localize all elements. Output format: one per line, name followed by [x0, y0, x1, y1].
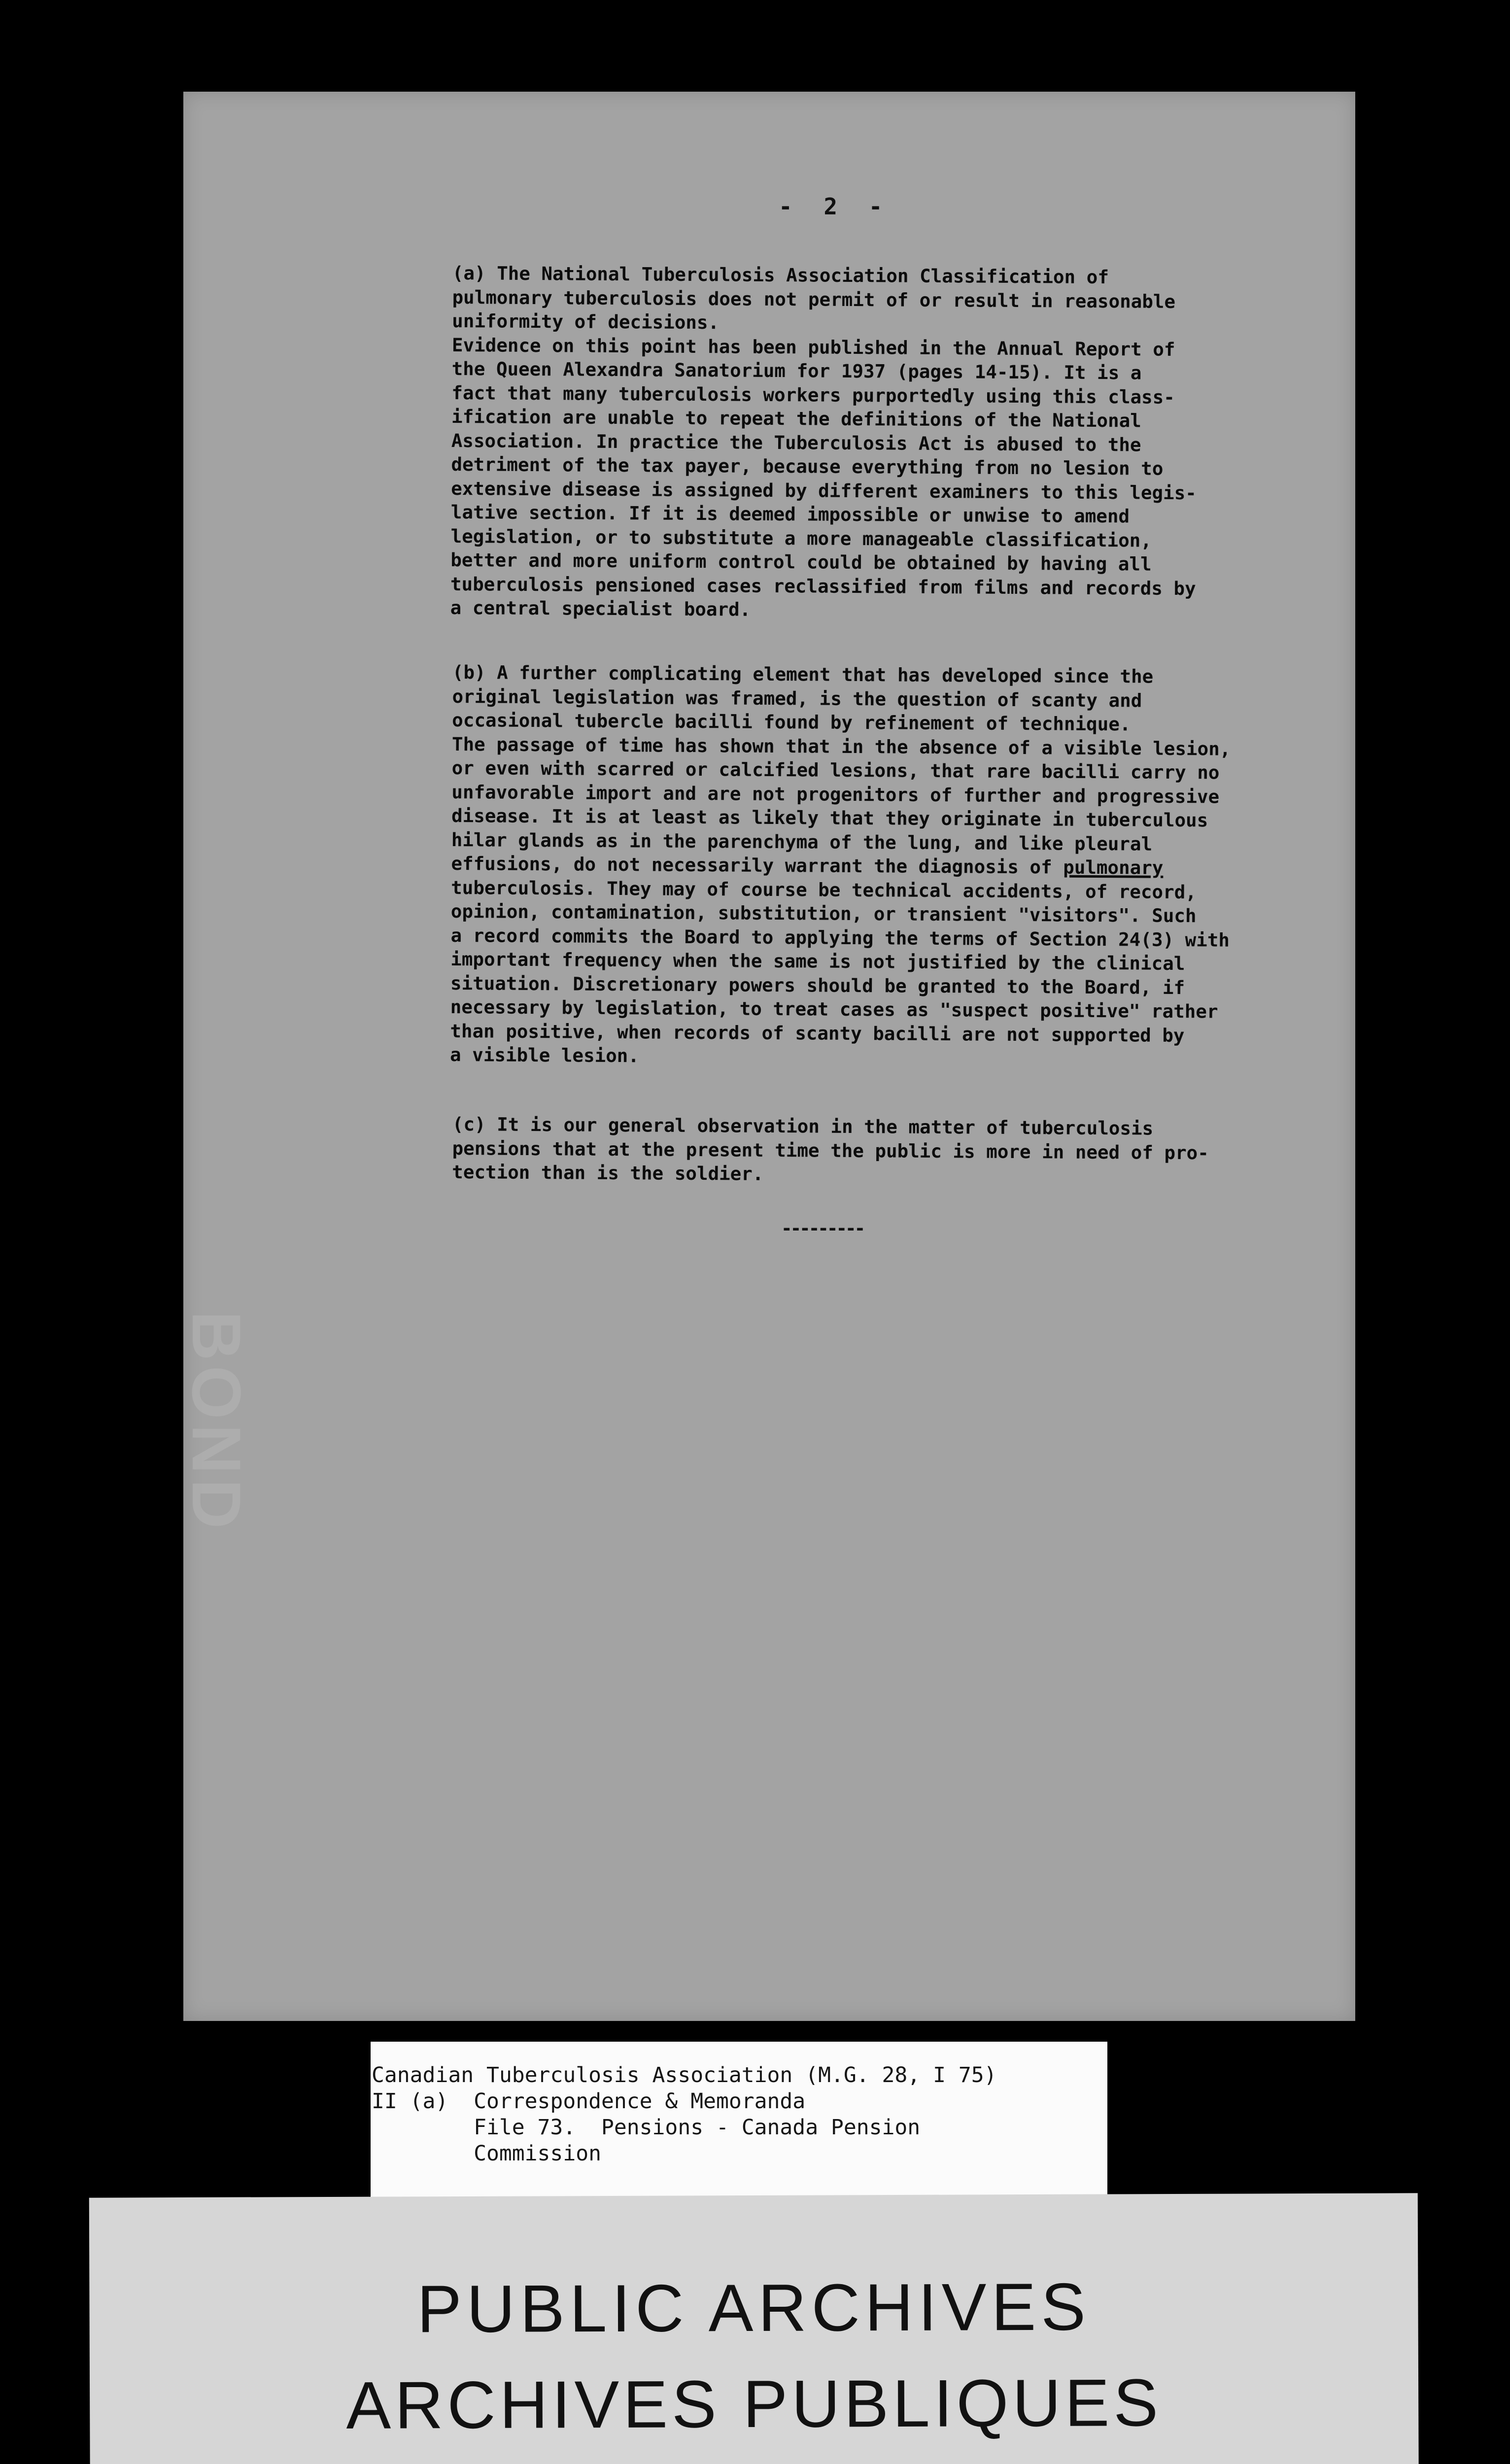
paragraph-a: [450, 261, 1320, 625]
paragraph-b: [450, 660, 1320, 1072]
paragraph-a-line-3: uniformity of decisions.: [452, 309, 720, 334]
catalogue-line-3: File 73. Pensions - Canada Pension: [372, 2115, 921, 2140]
paragraph-b-line-9: effusions, do not necessarily warrant the diagnosis of: [451, 852, 1064, 878]
paragraph-a-line-15: a central specialist board.: [450, 596, 751, 620]
paragraph-b-line-11: opinion, contamination, substitution, or transient "visitors". Such: [450, 900, 1197, 927]
underlined-word-pulmonary: pulmonary: [1063, 856, 1164, 879]
catalogue-line-2: II (a) Correspondence & Memoranda: [372, 2089, 806, 2114]
archives-card: [89, 2193, 1419, 2464]
paragraph-a-line-14: tuberculosis pensioned cases reclassified from films and records by: [450, 573, 1196, 599]
paragraph-a-line-1: (a) The National Tuberculosis Association Classification of: [452, 262, 1109, 288]
paragraph-a-line-6: fact that many tuberculosis workers purportedly using this class-: [451, 381, 1175, 408]
paragraph-b-line-7: disease. It is at least as likely that they originate in tuberculous: [451, 804, 1208, 831]
catalogue-line-4: Commission: [372, 2141, 601, 2166]
paragraph-b-line-12: a record commits the Board to applying the terms of Section 24(3) with: [450, 924, 1230, 951]
page-number: - 2 -: [779, 193, 892, 220]
paragraph-c-line-1: (c) It is our general observation in the matter of tuberculosis: [452, 1113, 1154, 1139]
paragraph-a-line-13: better and more uniform control could be obtained by having all: [450, 548, 1152, 575]
paragraph-b-line-4: The passage of time has shown that in the absence of a visible lesion,: [451, 733, 1231, 760]
paragraph-b-line-10: tuberculosis. They may of course be technical accidents, of record,: [451, 876, 1197, 903]
paragraph-b-line-6: unfavorable import and are not progenitors of further and progressive: [451, 781, 1220, 808]
paragraph-a-line-12: legislation, or to substitute a more manageable classification,: [450, 525, 1152, 551]
paragraph-b-line-17: a visible lesion.: [449, 1043, 640, 1067]
paragraph-c-line-2: pensions that at the present time the public is more in need of pro-: [452, 1137, 1209, 1164]
paragraph-c-line-3: tection than is the soldier.: [452, 1161, 764, 1185]
paragraph-a-line-7: ification are unable to repeat the definitions of the National: [451, 405, 1141, 432]
paper-watermark: BOND: [178, 1311, 255, 1534]
end-rule: ---------: [781, 1217, 864, 1239]
paragraph-b-line-14: situation. Discretionary powers should be granted to the Board, if: [450, 972, 1185, 998]
paragraph-b-line-13: important frequency when the same is not justified by the clinical: [450, 948, 1185, 975]
paragraph-a-line-9: detriment of the tax payer, because everything from no lesion to: [451, 453, 1164, 479]
paragraph-a-line-8: Association. In practice the Tuberculosis Act is abused to the: [451, 429, 1141, 456]
paragraph-b-line-1: (b) A further complicating element that has developed since the: [452, 661, 1154, 687]
archives-title-french: ARCHIVES PUBLIQUES: [346, 2365, 1163, 2443]
paragraph-b-line-16: than positive, when records of scanty bacilli are not supported by: [450, 1020, 1185, 1046]
paragraph-a-line-10: extensive disease is assigned by different examiners to this legis-: [451, 477, 1197, 504]
paragraph-b-line-3: occasional tubercle bacilli found by refinement of technique.: [452, 709, 1131, 735]
paragraph-a-line-11: lative section. If it is deemed impossible or unwise to amend: [450, 501, 1130, 527]
paragraph-a-line-2: pulmonary tuberculosis does not permit of or result in reasonable: [452, 286, 1176, 312]
paragraph-b-line-8: hilar glands as in the parenchyma of the lung, and like pleural: [451, 828, 1153, 855]
paragraph-a-line-4: Evidence on this point has been published in the Annual Report of: [451, 334, 1175, 360]
catalogue-text: [372, 2062, 997, 2167]
archives-title-english: PUBLIC ARCHIVES: [416, 2269, 1091, 2347]
catalogue-slip: [371, 2042, 1107, 2204]
paragraph-b-line-2: original legislation was framed, is the question of scanty and: [452, 685, 1142, 712]
catalogue-line-1: Canadian Tuberculosis Association (M.G. 28, I 75): [372, 2063, 997, 2088]
paragraph-c: [452, 1112, 1320, 1189]
paragraph-b-line-5: or even with scarred or calcified lesions, that rare bacilli carry no: [451, 756, 1220, 784]
paragraph-b-line-15: necessary by legislation, to treat cases as "suspect positive" rather: [450, 995, 1218, 1023]
paragraph-a-line-5: the Queen Alexandra Sanatorium for 1937 (pages 14-15). It is a: [451, 357, 1142, 384]
